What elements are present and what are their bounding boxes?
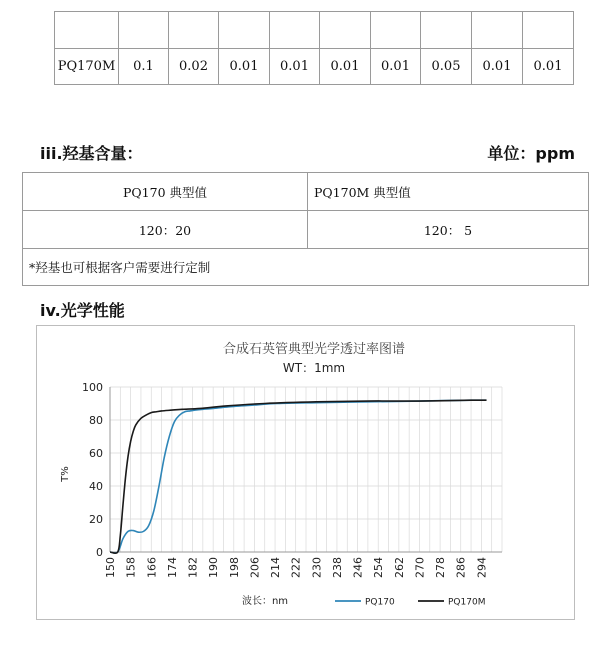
y-tick-label: 0	[96, 546, 103, 559]
table-header-cell: PQ170 典型值	[23, 173, 308, 211]
x-tick-label: 166	[145, 557, 159, 578]
chart-svg	[37, 326, 574, 619]
x-tick-label: 182	[186, 557, 200, 578]
table-cell: 0.01	[270, 49, 320, 85]
y-tick-label: 20	[89, 513, 103, 526]
x-tick-label: 174	[165, 557, 179, 578]
x-tick-label: 158	[124, 557, 138, 578]
x-tick-label: 294	[475, 557, 489, 578]
table-cell: 0.01	[371, 49, 421, 85]
x-tick-label: 222	[289, 557, 303, 578]
y-tick-label: 100	[82, 381, 103, 394]
impurity-table	[54, 11, 574, 85]
table-header-cell: PQ170M 典型值	[308, 173, 589, 211]
y-axis-label: T%	[60, 466, 71, 482]
y-tick-label: 40	[89, 480, 103, 493]
grid-layer	[82, 381, 502, 578]
x-axis-label: 波长：nm	[241, 596, 289, 607]
table-cell	[371, 12, 421, 49]
table-row	[55, 49, 574, 85]
y-tick-label: 60	[89, 447, 103, 460]
table-note: *羟基也可根据客户需要进行定制	[23, 249, 589, 286]
unit-label: 单位：ppm	[487, 144, 575, 163]
table-cell: 120：20	[23, 211, 308, 249]
x-tick-label: 270	[413, 557, 427, 578]
x-tick-label: 238	[330, 557, 344, 578]
x-tick-label: 262	[392, 557, 406, 578]
x-tick-label: 246	[351, 557, 365, 578]
table-cell: 0.05	[421, 49, 472, 85]
table-row	[23, 211, 589, 249]
x-tick-label: 214	[269, 557, 283, 578]
table-cell: 0.1	[119, 49, 169, 85]
table-cell	[523, 12, 574, 49]
table-cell: 0.01	[219, 49, 270, 85]
table-header-row	[23, 173, 589, 211]
hydroxyl-table	[22, 172, 589, 286]
x-tick-label: 190	[207, 557, 221, 578]
legend-label: PQ170M	[448, 597, 486, 608]
section-4-title: iv.光学性能	[40, 301, 125, 320]
table-cell	[472, 12, 523, 49]
table-cell: 0.01	[320, 49, 371, 85]
table-cell: 0.02	[169, 49, 219, 85]
section-3-title: iii.羟基含量：	[40, 144, 143, 163]
table-row	[23, 249, 589, 286]
x-tick-label: 206	[248, 557, 262, 578]
y-tick-label: 80	[89, 414, 103, 427]
x-tick-label: 278	[434, 557, 448, 578]
legend	[335, 598, 485, 608]
chart-subtitle: WT：1mm	[282, 361, 346, 375]
table-cell	[421, 12, 472, 49]
x-tick-label: 254	[372, 557, 386, 578]
chart-title: 合成石英管典型光学透过率图谱	[222, 342, 406, 357]
table-cell: 0.01	[472, 49, 523, 85]
table-cell: 120： 5	[308, 211, 589, 249]
table-cell	[119, 12, 169, 49]
table-cell: PQ170M	[55, 49, 119, 85]
table-cell	[55, 12, 119, 49]
x-tick-label: 198	[227, 557, 241, 578]
table-cell	[270, 12, 320, 49]
legend-label: PQ170	[365, 597, 395, 608]
table-cell: 0.01	[523, 49, 574, 85]
transmittance-chart	[36, 325, 575, 620]
x-tick-label: 230	[310, 557, 324, 578]
table-header-row	[55, 12, 574, 49]
x-tick-label: 150	[104, 557, 117, 578]
x-tick-label: 286	[454, 557, 468, 578]
table-cell	[169, 12, 219, 49]
table-cell	[219, 12, 270, 49]
table-cell	[320, 12, 371, 49]
